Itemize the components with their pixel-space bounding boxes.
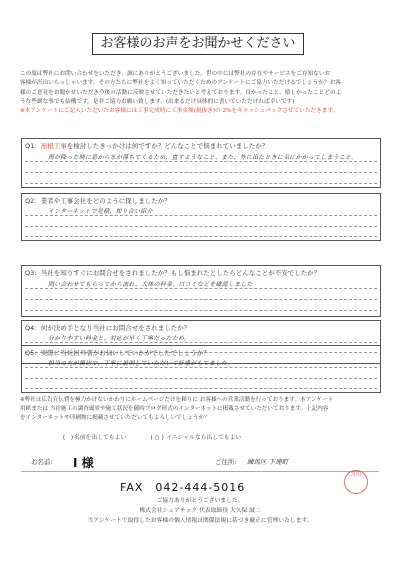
stamp-seal (344, 470, 368, 494)
cashback-note: ※本アンケートにご記入いただいたお客様には工事完成時に工事金額(税抜き)の 2%をキャッシュバックさせていただきます。 (20, 108, 339, 115)
answer-q3[interactable]: 問い合わせてもらってから流れ、大体の料金、口コミなどを確認しました (48, 282, 253, 288)
answer-line (25, 236, 377, 237)
question-box-q2 (21, 193, 381, 241)
choice-initials-ok[interactable] (148, 432, 241, 441)
intro-text (20, 70, 384, 116)
consent-line: をインターネットや印刷物に掲載させていただいてもよろしいでしょうか？ (20, 414, 210, 421)
question-box-q1 (21, 138, 381, 188)
thanks-text: ご協力ありがとうございました。 (156, 498, 244, 504)
answer-line (25, 215, 377, 216)
seal-text: 宮田 (350, 472, 362, 478)
choice-mark: ( ) (62, 435, 74, 441)
answer-q2[interactable]: インターネットで見積、知り合い紹介 (48, 209, 153, 215)
question-label-q2: Q2：業者や工事会社をどのように探しましたか？ (25, 197, 171, 205)
question-text: を検討したきっかけは何ですか？どんなことで悩まれていましたか？ (66, 142, 269, 150)
name-label: お名前: (31, 458, 53, 466)
answer-q4[interactable]: 分かりやすい料金と、対応が早く丁寧だったため。 (48, 336, 191, 342)
answer-line (25, 299, 377, 300)
intro-line: 様のご意見をお聞かせいただき今後の活動に反映させていただきたいと考えております。良かったこと、嬉しかったことどのよ (20, 89, 342, 96)
consent-line: 用紙または 当社施工の調査風景や施工状況を随時ブログ形式のインターネットに掲載させていただいております。上記内容 (20, 405, 329, 412)
answer-line (25, 388, 377, 389)
choice-label: 名前を出してもよい (74, 435, 127, 441)
answer-q1[interactable]: 雨が降った時に窓から水が落ちてくるため、直すようなこと、また、外に出たときに気にかかってしまうこと。 (48, 155, 358, 161)
consent-choices (62, 432, 362, 441)
address-value[interactable]: 練馬区 下連町 (247, 458, 289, 466)
answer-line (25, 226, 377, 227)
question-label-q5: Q5：実際に当社担当者がお伺いしていかがでしたでしょうか？ (25, 349, 210, 357)
answer-line (25, 310, 377, 311)
question-label-q4: Q4：何が決め手となり当社にお問合せをされましたか？ (25, 324, 191, 332)
question-box-q3 (21, 265, 381, 317)
answer-line (25, 161, 377, 162)
intro-line: 客様が沢山いらっしゃいます。その方たちに弊社をよく知っていただくためのアンケートにご協力いただけるでしょうか？お客 (20, 80, 341, 87)
choice-label: イニシャルなら出してもよい (166, 435, 242, 441)
company-signature: 株式会社シェアテック 代表取締役 大久保 誠二 (139, 508, 261, 514)
answer-q5[interactable]: 担当の方が親切で、丁寧に説明していただいて好感がもてました。 (48, 361, 234, 367)
page-title: お客様のお声をお聞かせください (92, 33, 304, 55)
answer-line (25, 183, 377, 184)
question-box-q5 (21, 345, 381, 393)
choice-mark-selected: ( ○ ) (150, 435, 164, 441)
answer-line (25, 342, 377, 343)
privacy-note: 当アンケートで取得したお客様の個人情報は関係法規に基づき厳正に管理いたします。 (87, 518, 313, 524)
intro-line: この度は弊社にお問い合わせをいただき、誠にありがとうございました。世の中には弊社の存在やサービスをご存知ないお (20, 71, 331, 77)
question-label-q3: Q3：当社を知りすぐにお問合せをされましたか？もし悩まれたとしたらどんなことが不安でしたか？ (25, 269, 321, 277)
consent-line: ※弊社は広告宣伝費を極力かけないかわりにホームページだけを頼りに お客様への営業活動を行っております。本アンケート (20, 397, 334, 403)
question-highlight: 屋根工事 (40, 142, 67, 150)
question-label-q1 (25, 141, 268, 150)
intro-line: うな些細な事でも結構です。是非ご協力お願い致します。(出来るだけ具体的に書いていただければ幸いです) (20, 98, 295, 105)
footer (40, 496, 360, 526)
customer-info-row (21, 453, 379, 472)
address-label: ご住所: (215, 458, 237, 466)
answer-line (25, 367, 377, 368)
fax-number: FAX 042-444-5016 (120, 481, 246, 494)
answer-line (25, 288, 377, 289)
consent-text (20, 396, 382, 422)
choice-name-ok[interactable] (62, 432, 126, 441)
question-number: Q1： (25, 142, 41, 150)
name-value[interactable]: I 様 (73, 456, 94, 470)
answer-line (25, 378, 377, 379)
answer-line (25, 172, 377, 173)
